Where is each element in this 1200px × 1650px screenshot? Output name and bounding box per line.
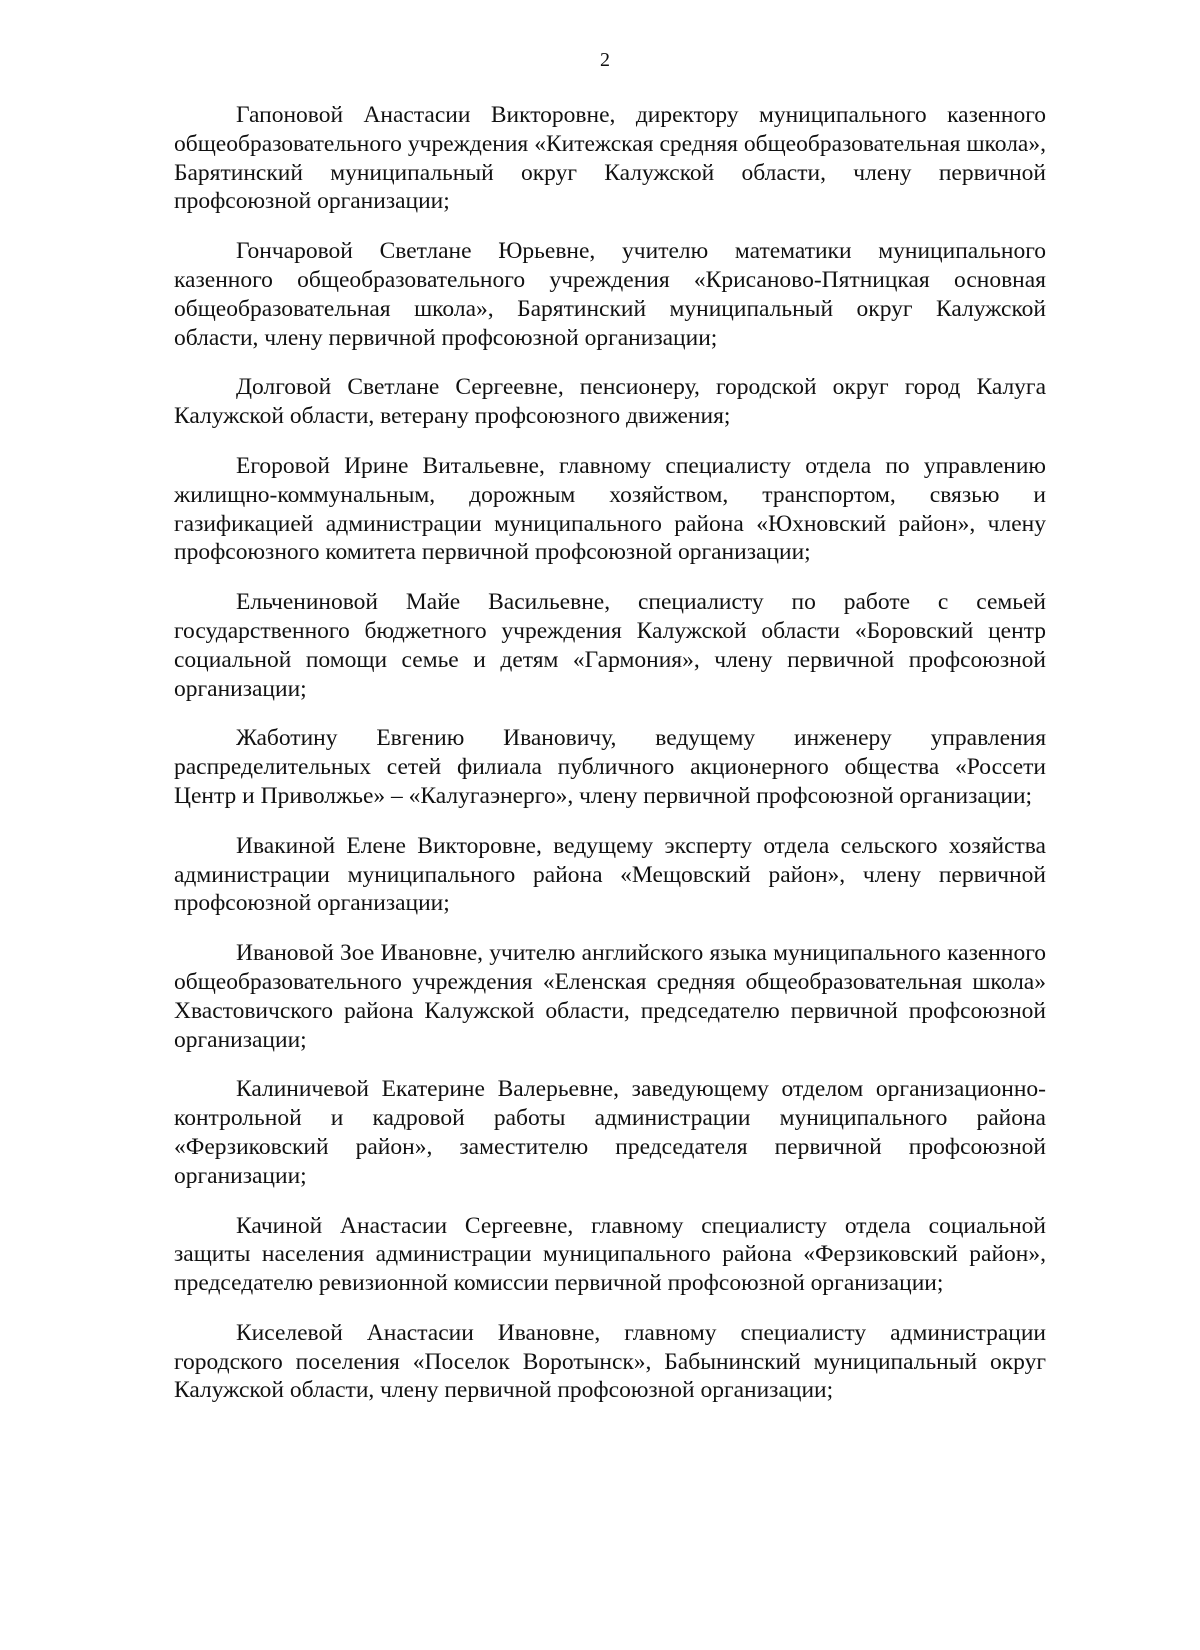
paragraph-entry: Киселевой Анастасии Ивановне, главному специалисту администрации городского поселения «Поселок Воротынск», Бабынинский муниципальный округ Калужской области, члену первичной профсоюзной организации; — [174, 1319, 1046, 1404]
document-body — [174, 101, 1046, 1426]
paragraph-entry: Гапоновой Анастасии Викторовне, директору муниципального казенного общеобразовательного учреждения «Китежская средняя общеобразовательная школа», Барятинский муниципальный округ Калужской области, члену первичной профсоюзной организации; — [174, 102, 1046, 215]
paragraph-entry: Ельчениновой Майе Васильевне, специалисту по работе с семьей государственного бюджетного учреждения Калужской области «Боровский центр социальной помощи семье и детям «Гармония», члену первичной профсоюзной организации; — [174, 589, 1046, 702]
paragraph-entry: Качиной Анастасии Сергеевне, главному специалисту отдела социальной защиты населения администрации муниципального района «Ферзиковский район», председателю ревизионной комиссии первичной профсоюзной организации; — [174, 1212, 1046, 1297]
page-number: 2 — [600, 49, 610, 71]
paragraph-entry: Ивановой Зое Ивановне, учителю английского языка муниципального казенного общеобразовательного учреждения «Еленская средняя общеобразовательная школа» Хвастовичского района Калужской области, председателю первичной профсоюзной организации; — [174, 940, 1046, 1053]
paragraph-entry: Гончаровой Светлане Юрьевне, учителю математики муниципального казенного общеобразовательного учреждения «Крисаново-Пятницкая основная общеобразовательная школа», Барятинский муниципальный округ Калужской области, члену первичной профсоюзной организации; — [174, 238, 1046, 351]
paragraph-entry: Долговой Светлане Сергеевне, пенсионеру, городской округ город Калуга Калужской области, ветерану профсоюзного движения; — [174, 374, 1046, 430]
paragraph-entry: Жаботину Евгению Ивановичу, ведущему инженеру управления распределительных сетей филиала публичного акционерного общества «Россети Центр и Приволжье» – «Калугаэнерго», члену первичной профсоюзной организации; — [174, 725, 1046, 809]
paragraph-entry: Ивакиной Елене Викторовне, ведущему эксперту отдела сельского хозяйства администрации муниципального района «Мещовский район», члену первичной профсоюзной организации; — [174, 832, 1046, 917]
paragraph-entry: Калиничевой Екатерине Валерьевне, заведующему отделом организационно-контрольной и кадровой работы администрации муниципального района «Ферзиковский район», заместителю председателя первичной профсоюзной организации; — [174, 1076, 1046, 1189]
paragraph-entry: Егоровой Ирине Витальевне, главному специалисту отдела по управлению жилищно-коммунальным, дорожным хозяйством, транспортом, связью и газификацией администрации муниципального района «Юхновский район», члену профсоюзного комитета первичной профсоюзной организации; — [174, 452, 1046, 566]
